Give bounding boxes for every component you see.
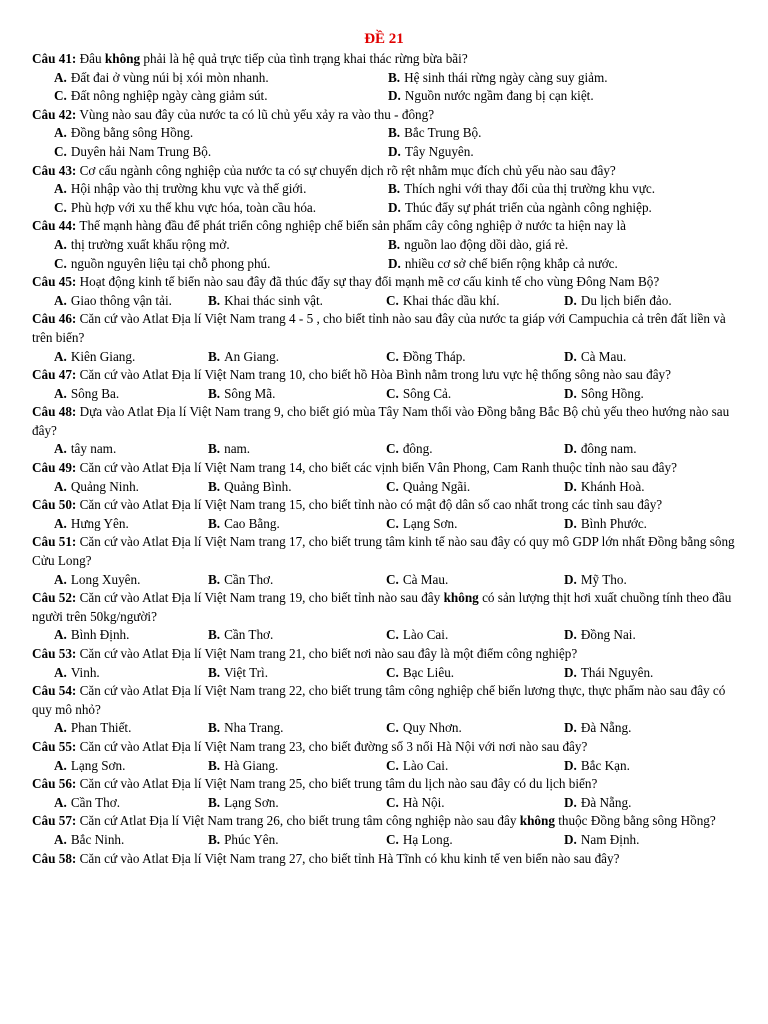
- option-label: B.: [208, 831, 221, 847]
- option-label: A.: [54, 125, 67, 141]
- option-text: Phù hợp với xu thế khu vực hóa, toàn cầu hóa.: [70, 199, 317, 215]
- question-stem: [32, 738, 746, 757]
- option-label: B.: [208, 385, 221, 401]
- answer-option[interactable]: [208, 292, 386, 311]
- option-label: A.: [54, 720, 67, 736]
- question-text: Hoạt động kinh tế biển nào sau đây đã thúc đẩy sự thay đổi mạnh mẽ cơ cấu kinh tế cho vùng Đông Nam Bộ?: [79, 274, 660, 290]
- option-text: Cà Mau.: [402, 571, 449, 587]
- option-label: A.: [54, 571, 67, 587]
- option-label: C.: [386, 831, 399, 847]
- option-text: Nam Định.: [580, 831, 640, 847]
- answer-option[interactable]: [32, 255, 388, 274]
- answer-option[interactable]: [208, 515, 386, 534]
- answer-option[interactable]: [388, 69, 744, 88]
- question-stem: [32, 50, 746, 69]
- option-text: Lào Cai.: [402, 757, 449, 773]
- option-label: A.: [54, 664, 67, 680]
- options-row: [32, 180, 746, 199]
- option-label: C.: [386, 515, 399, 531]
- option-text: Đồng Tháp.: [402, 348, 466, 364]
- answer-option[interactable]: [386, 478, 564, 497]
- question-emphasis: không: [443, 590, 479, 606]
- option-text: nguồn nguyên liệu tại chỗ phong phú.: [70, 255, 271, 271]
- option-text: Cần Thơ.: [224, 627, 274, 643]
- option-text: tây nam.: [70, 441, 117, 457]
- answer-option[interactable]: [386, 571, 564, 590]
- options-row: [32, 348, 746, 367]
- option-label: D.: [564, 627, 577, 643]
- option-label: C.: [386, 757, 399, 773]
- options-row: [32, 794, 746, 813]
- option-label: B.: [208, 292, 221, 308]
- option-label: C.: [386, 720, 399, 736]
- options-row: [32, 515, 746, 534]
- option-text: Bắc Ninh.: [70, 831, 125, 847]
- option-text: Đà Nẵng.: [580, 720, 632, 736]
- option-text: Du lịch biển đảo.: [580, 292, 672, 308]
- option-text: đông nam.: [580, 441, 637, 457]
- options-row: [32, 69, 746, 88]
- answer-option[interactable]: [208, 348, 386, 367]
- option-label: D.: [388, 143, 401, 159]
- option-text: Thúc đẩy sự phát triển của ngành công nghiệp.: [404, 199, 652, 215]
- answer-option[interactable]: [386, 515, 564, 534]
- answer-option[interactable]: [388, 255, 744, 274]
- option-text: Nguồn nước ngầm đang bị cạn kiệt.: [404, 88, 594, 104]
- option-label: B.: [388, 236, 401, 252]
- option-text: Kiên Giang.: [70, 348, 136, 364]
- question-number: Câu 58:: [32, 850, 77, 866]
- option-label: B.: [208, 664, 221, 680]
- answer-option[interactable]: [388, 180, 744, 199]
- answer-option[interactable]: [32, 478, 208, 497]
- option-label: C.: [54, 88, 67, 104]
- option-text: Cần Thơ.: [70, 794, 121, 810]
- answer-option[interactable]: [32, 794, 208, 813]
- option-label: B.: [208, 571, 221, 587]
- question-text: Căn cứ vào Atlat Địa lí Việt Nam trang 25, cho biết trung tâm du lịch nào sau đây có du lịch biển?: [79, 776, 598, 792]
- answer-option[interactable]: [564, 292, 672, 311]
- option-text: Việt Trì.: [224, 664, 269, 680]
- question-text: Dựa vào Atlat Địa lí Việt Nam trang 9, cho biết gió mùa Tây Nam thổi vào Đồng bằng Bắc Bộ chủ yếu theo hướng nào sau đây?: [32, 404, 730, 438]
- question-stem: [32, 459, 746, 478]
- option-label: D.: [564, 831, 577, 847]
- options-row: [32, 255, 746, 274]
- answer-option[interactable]: [564, 626, 636, 645]
- option-label: D.: [564, 292, 577, 308]
- question-text: Căn cứ Atlat Địa lí Việt Nam trang 26, cho biết trung tâm công nghiệp nào sau đây: [79, 813, 517, 829]
- answer-option[interactable]: [32, 236, 388, 255]
- answer-option[interactable]: [32, 348, 208, 367]
- option-text: Cần Thơ.: [224, 571, 274, 587]
- answer-option[interactable]: [388, 199, 744, 218]
- option-label: A.: [54, 757, 67, 773]
- answer-option[interactable]: [388, 87, 744, 106]
- option-text: Sông Mã.: [224, 385, 276, 401]
- answer-option[interactable]: [32, 626, 208, 645]
- option-text: Phan Thiết.: [70, 720, 132, 736]
- answer-option[interactable]: [386, 794, 564, 813]
- answer-option[interactable]: [208, 831, 386, 850]
- option-label: B.: [208, 441, 221, 457]
- answer-option[interactable]: [388, 143, 744, 162]
- answer-option[interactable]: [32, 69, 388, 88]
- question-text-cont: phải là hệ quả trực tiếp của tình trạng khai thác rừng bừa bãi?: [143, 51, 468, 66]
- question-stem: [32, 812, 746, 831]
- question-stem: [32, 106, 746, 125]
- answer-option[interactable]: [386, 626, 564, 645]
- answer-option[interactable]: [564, 440, 637, 459]
- option-label: C.: [386, 571, 399, 587]
- question-stem: [32, 496, 746, 515]
- option-label: A.: [54, 831, 67, 847]
- answer-option[interactable]: [32, 180, 388, 199]
- answer-option[interactable]: [208, 626, 386, 645]
- option-text: Sông Ba.: [70, 385, 120, 401]
- answer-option[interactable]: [564, 794, 631, 813]
- question-text: Căn cứ vào Atlat Địa lí Việt Nam trang 4 - 5 , cho biết tỉnh nào sau đây của nước ta giáp với Campuchia cả trên đất liền và trên biển?: [32, 311, 726, 345]
- option-text: Mỹ Tho.: [580, 571, 627, 587]
- option-text: Hạ Long.: [402, 831, 453, 847]
- option-text: Thích nghi với thay đổi của thị trường khu vực.: [404, 181, 656, 197]
- question-number: Câu 56:: [32, 776, 77, 792]
- option-label: C.: [54, 199, 67, 215]
- answer-option[interactable]: [386, 440, 564, 459]
- option-label: D.: [564, 664, 577, 680]
- question-text: Căn cứ vào Atlat Địa lí Việt Nam trang 19, cho biết tỉnh nào sau đây: [79, 590, 441, 606]
- question-stem: [32, 403, 746, 440]
- question-number: Câu 46:: [32, 311, 77, 327]
- option-text: Long Xuyên.: [70, 571, 141, 587]
- option-text: thị trường xuất khẩu rộng mở.: [70, 236, 230, 252]
- options-row: [32, 292, 746, 311]
- question-text: Căn cứ vào Atlat Địa lí Việt Nam trang 21, cho biết nơi nào sau đây là một điểm công nghiệp?: [79, 646, 578, 661]
- option-text: Quảng Ngãi.: [402, 478, 471, 494]
- question-number: Câu 50:: [32, 497, 77, 513]
- option-text: Quảng Ninh.: [70, 478, 139, 494]
- question-text: Căn cứ vào Atlat Địa lí Việt Nam trang 14, cho biết các vịnh biển Vân Phong, Cam Ranh thuộc tỉnh nào sau đây?: [79, 460, 677, 476]
- option-text: Bắc Kạn.: [580, 757, 630, 773]
- option-text: Quy Nhơn.: [402, 720, 462, 736]
- option-text: Bạc Liêu.: [402, 664, 455, 680]
- options-row: [32, 199, 746, 218]
- option-text: Đất nông nghiệp ngày càng giảm sút.: [70, 88, 268, 104]
- option-label: A.: [54, 181, 67, 197]
- option-label: B.: [388, 69, 401, 85]
- option-label: A.: [54, 515, 67, 531]
- question-number: Câu 43:: [32, 162, 77, 178]
- question-stem: [32, 310, 746, 347]
- option-text: Nha Trang.: [224, 720, 284, 736]
- option-text: Thái Nguyên.: [580, 664, 654, 680]
- option-text: nguồn lao động dồi dào, giá rẻ.: [404, 236, 569, 252]
- option-text: Quảng Bình.: [224, 478, 292, 494]
- option-text: Đồng Nai.: [580, 627, 636, 643]
- answer-option[interactable]: [32, 199, 388, 218]
- answer-option[interactable]: [564, 348, 626, 367]
- option-text: Khai thác sinh vật.: [224, 292, 323, 308]
- question-number: Câu 47:: [32, 367, 77, 383]
- question-text: Đâu: [79, 51, 102, 66]
- option-label: D.: [388, 88, 401, 104]
- option-text: Hệ sinh thái rừng ngày càng suy giảm.: [404, 69, 608, 85]
- answer-option[interactable]: [564, 571, 627, 590]
- option-label: A.: [54, 236, 67, 252]
- option-label: D.: [564, 720, 577, 736]
- answer-option[interactable]: [208, 794, 386, 813]
- question-text-cont: có sản lượng thịt hơi xuất chuồng tính theo đầu người trên 50kg/người?: [32, 590, 732, 624]
- option-label: A.: [54, 794, 67, 810]
- options-row: [32, 478, 746, 497]
- question-number: Câu 54:: [32, 683, 77, 699]
- answer-option[interactable]: [564, 719, 631, 738]
- question-number: Câu 49:: [32, 460, 77, 476]
- question-text: Căn cứ vào Atlat Địa lí Việt Nam trang 22, cho biết trung tâm công nghiệp chế biến lương thực, thực phẩm nào sau đây có quy mô nhỏ?: [32, 683, 726, 717]
- option-text: Giao thông vận tải.: [70, 292, 172, 308]
- options-row: [32, 236, 746, 255]
- option-label: C.: [386, 441, 399, 457]
- option-label: C.: [386, 478, 399, 494]
- options-row: [32, 719, 746, 738]
- question-text: Căn cứ vào Atlat Địa lí Việt Nam trang 10, cho biết hồ Hòa Bình nằm trong lưu vực hệ thống sông nào sau đây?: [79, 367, 672, 383]
- answer-option[interactable]: [32, 143, 388, 162]
- option-label: D.: [564, 571, 577, 587]
- question-text: Căn cứ vào Atlat Địa lí Việt Nam trang 27, cho biết tỉnh Hà Tĩnh có khu kinh tế ven biển nào sau đây?: [79, 850, 620, 866]
- exam-title: ĐỀ 21: [364, 31, 404, 47]
- option-label: C.: [386, 292, 399, 308]
- option-text: An Giang.: [224, 348, 280, 364]
- question-stem: [32, 682, 746, 719]
- question-text: Căn cứ vào Atlat Địa lí Việt Nam trang 17, cho biết trung tâm kinh tế nào sau đây có quy mô GDP lớn nhất Đồng bằng sông Cửu Long?: [32, 534, 735, 569]
- option-text: Hà Nội.: [402, 794, 445, 810]
- option-label: B.: [208, 757, 221, 773]
- answer-option[interactable]: [208, 664, 386, 683]
- question-text: Vùng nào sau đây của nước ta có lũ chủ yếu xảy ra vào thu - đông?: [79, 106, 435, 122]
- option-label: B.: [388, 181, 401, 197]
- answer-option[interactable]: [32, 831, 208, 850]
- option-text: Hà Giang.: [224, 757, 279, 773]
- answer-option[interactable]: [386, 719, 564, 738]
- option-label: B.: [208, 478, 221, 494]
- option-text: nam.: [224, 441, 251, 457]
- answer-option[interactable]: [386, 757, 564, 776]
- options-row: [32, 124, 746, 143]
- option-label: A.: [54, 441, 67, 457]
- option-label: A.: [54, 478, 67, 494]
- answer-option[interactable]: [32, 571, 208, 590]
- option-text: Bình Định.: [70, 627, 130, 643]
- question-list: [32, 50, 746, 868]
- option-text: Khai thác dầu khí.: [402, 292, 500, 308]
- question-stem: [32, 775, 746, 794]
- question-number: Câu 57:: [32, 813, 77, 829]
- options-row: [32, 757, 746, 776]
- question-number: Câu 52:: [32, 590, 77, 606]
- answer-option[interactable]: [564, 757, 630, 776]
- question-number: Câu 41:: [32, 51, 77, 66]
- answer-option[interactable]: [208, 478, 386, 497]
- question-number: Câu 44:: [32, 218, 77, 234]
- option-text: Sông Hồng.: [580, 385, 644, 401]
- option-label: B.: [208, 348, 221, 364]
- option-text: Lạng Sơn.: [70, 757, 126, 773]
- options-row: [32, 831, 746, 850]
- option-text: Khánh Hoà.: [580, 478, 645, 494]
- question-number: Câu 42:: [32, 106, 77, 122]
- answer-option[interactable]: [388, 124, 744, 143]
- option-label: C.: [386, 348, 399, 364]
- options-row: [32, 571, 746, 590]
- question-stem: [32, 533, 746, 570]
- option-label: B.: [208, 627, 221, 643]
- question-stem: [32, 366, 746, 385]
- answer-option[interactable]: [564, 478, 645, 497]
- option-text: đông.: [402, 441, 433, 457]
- option-text: Đà Nẵng.: [580, 794, 632, 810]
- question-stem: [32, 589, 746, 626]
- option-text: Đất đai ở vùng núi bị xói mòn nhanh.: [70, 69, 269, 85]
- option-label: D.: [564, 757, 577, 773]
- options-row: [32, 143, 746, 162]
- question-text: Căn cứ vào Atlat Địa lí Việt Nam trang 15, cho biết tỉnh nào có mật độ dân số cao nhất trong các tỉnh sau đây?: [79, 497, 663, 513]
- option-label: D.: [564, 348, 577, 364]
- question-number: Câu 55:: [32, 738, 77, 754]
- option-text: Sông Cả.: [402, 385, 452, 401]
- options-row: [32, 626, 746, 645]
- option-text: Vinh.: [70, 664, 100, 680]
- options-row: [32, 440, 746, 459]
- option-label: B.: [208, 720, 221, 736]
- answer-option[interactable]: [32, 515, 208, 534]
- answer-option[interactable]: [386, 292, 564, 311]
- option-text: Hội nhập vào thị trường khu vực và thế giới.: [70, 181, 307, 197]
- question-text: Căn cứ vào Atlat Địa lí Việt Nam trang 23, cho biết đường số 3 nối Hà Nội với nơi nào sau đây?: [79, 738, 588, 754]
- option-text: Lạng Sơn.: [402, 515, 458, 531]
- question-emphasis: không: [104, 51, 141, 66]
- option-label: B.: [388, 125, 401, 141]
- option-text: nhiều cơ sở chế biến rộng khắp cả nước.: [404, 255, 618, 271]
- answer-option[interactable]: [386, 348, 564, 367]
- question-emphasis: không: [519, 813, 555, 829]
- answer-option[interactable]: [564, 664, 653, 683]
- option-label: A.: [54, 385, 67, 401]
- question-number: Câu 51:: [32, 534, 77, 550]
- answer-option[interactable]: [564, 831, 639, 850]
- answer-option[interactable]: [208, 757, 386, 776]
- answer-option[interactable]: [208, 571, 386, 590]
- option-text: Lào Cai.: [402, 627, 449, 643]
- option-label: D.: [388, 199, 401, 215]
- answer-option[interactable]: [386, 664, 564, 683]
- answer-option[interactable]: [32, 124, 388, 143]
- answer-option[interactable]: [208, 385, 386, 404]
- option-label: C.: [54, 255, 67, 271]
- option-label: A.: [54, 292, 67, 308]
- option-label: C.: [386, 627, 399, 643]
- question-text: Thế mạnh hàng đầu để phát triển công nghiệp chế biến sản phẩm cây công nghiệp ở nước ta hiện nay là: [79, 218, 626, 234]
- answer-option[interactable]: [208, 719, 386, 738]
- option-text: Bắc Trung Bộ.: [404, 125, 482, 141]
- answer-option[interactable]: [32, 664, 208, 683]
- option-label: B.: [208, 515, 221, 531]
- option-text: Đồng bằng sông Hồng.: [70, 125, 194, 141]
- option-label: C.: [386, 664, 399, 680]
- option-label: C.: [386, 385, 399, 401]
- option-label: D.: [564, 441, 577, 457]
- answer-option[interactable]: [564, 385, 644, 404]
- option-label: D.: [564, 515, 577, 531]
- question-number: Câu 53:: [32, 646, 77, 661]
- option-text: Bình Phước.: [580, 515, 647, 531]
- answer-option[interactable]: [386, 385, 564, 404]
- option-label: A.: [54, 348, 67, 364]
- answer-option[interactable]: [388, 236, 744, 255]
- question-stem: [32, 645, 746, 664]
- option-text: Cao Bằng.: [224, 515, 280, 531]
- option-label: A.: [54, 69, 67, 85]
- question-text-cont: thuộc Đồng bằng sông Hồng?: [558, 813, 716, 829]
- answer-option[interactable]: [32, 385, 208, 404]
- answer-option[interactable]: [32, 719, 208, 738]
- answer-option[interactable]: [32, 440, 208, 459]
- option-label: D.: [564, 794, 577, 810]
- option-label: B.: [208, 794, 221, 810]
- answer-option[interactable]: [32, 757, 208, 776]
- option-label: D.: [564, 385, 577, 401]
- options-row: [32, 87, 746, 106]
- question-number: Câu 48:: [32, 404, 77, 420]
- answer-option[interactable]: [386, 831, 564, 850]
- option-label: D.: [388, 255, 401, 271]
- options-row: [32, 664, 746, 683]
- answer-option[interactable]: [32, 292, 208, 311]
- answer-option[interactable]: [564, 515, 647, 534]
- option-label: A.: [54, 627, 67, 643]
- answer-option[interactable]: [208, 440, 386, 459]
- option-text: Tây Nguyên.: [404, 143, 474, 159]
- question-stem: [32, 217, 746, 236]
- option-text: Hưng Yên.: [70, 515, 129, 531]
- option-text: Lạng Sơn.: [224, 794, 279, 810]
- question-text: Cơ cấu ngành công nghiệp của nước ta có sự chuyển dịch rõ rệt nhằm mục đích chủ yếu nào sau đây?: [79, 162, 616, 178]
- answer-option[interactable]: [32, 87, 388, 106]
- question-stem: [32, 850, 746, 869]
- question-number: Câu 45:: [32, 274, 77, 290]
- option-label: D.: [564, 478, 577, 494]
- option-text: Cà Mau.: [580, 348, 627, 364]
- option-text: Phúc Yên.: [224, 831, 279, 847]
- options-row: [32, 385, 746, 404]
- question-stem: [32, 273, 746, 292]
- option-text: Duyên hải Nam Trung Bộ.: [70, 143, 212, 159]
- question-stem: [32, 162, 746, 181]
- option-label: C.: [54, 143, 67, 159]
- option-label: C.: [386, 794, 399, 810]
